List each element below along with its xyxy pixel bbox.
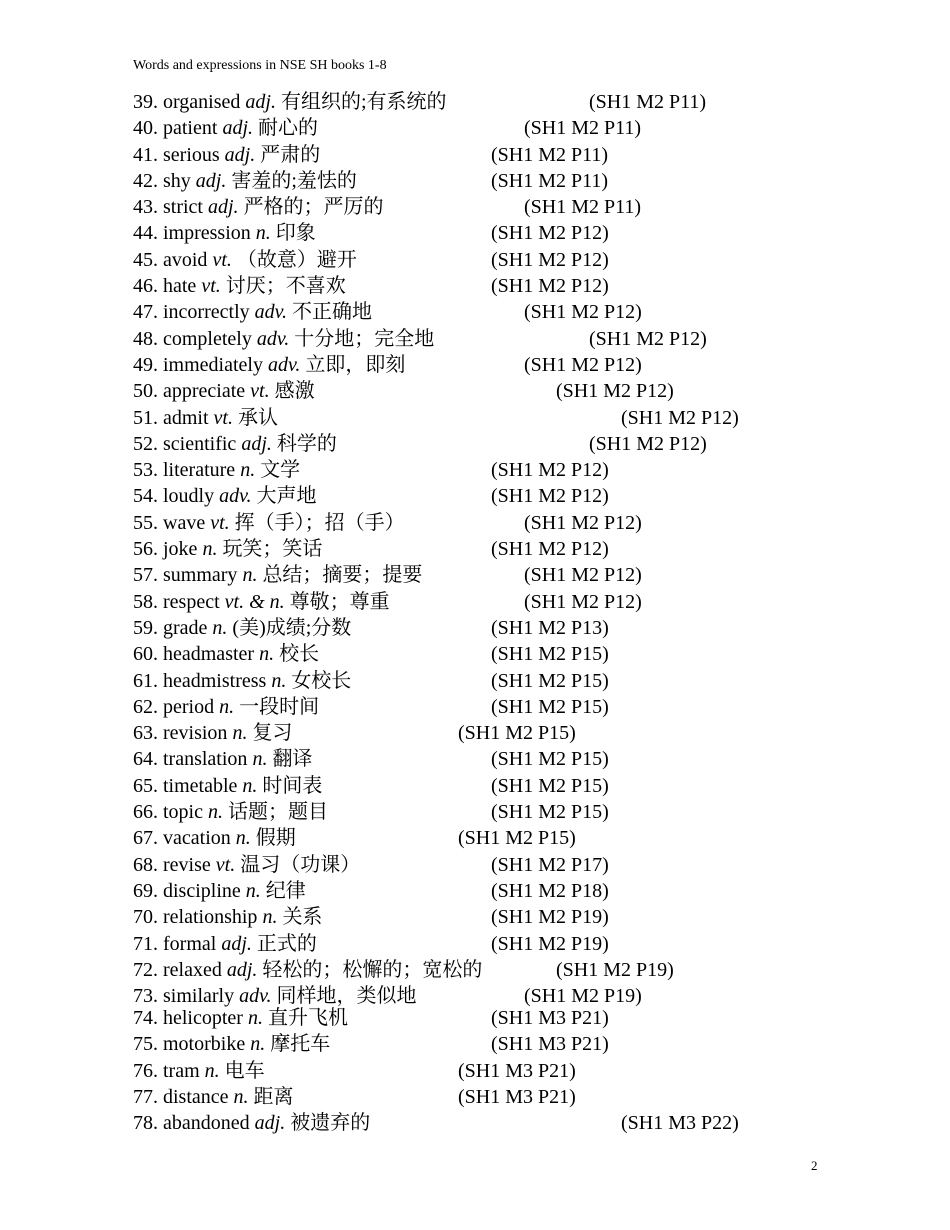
entry-meaning: 温习（功课） xyxy=(240,853,361,876)
vocab-entry xyxy=(133,273,813,299)
vocab-entry xyxy=(133,1058,813,1084)
entry-part-of-speech: adj. xyxy=(222,117,253,140)
entry-number: 48. xyxy=(133,327,158,350)
entry-number: 56. xyxy=(133,538,158,561)
entry-text xyxy=(133,89,447,115)
entry-reference: (SH1 M2 P11) xyxy=(589,91,707,113)
entry-part-of-speech: n. xyxy=(271,669,287,692)
entry-word: joke xyxy=(163,538,198,561)
vocab-entry xyxy=(133,457,813,483)
entry-number: 45. xyxy=(133,248,158,271)
page-number: 2 xyxy=(811,1158,818,1173)
entry-meaning: 被遗弃的 xyxy=(290,1112,371,1135)
entry-number: 63. xyxy=(133,722,158,745)
entry-part-of-speech: vt. & n. xyxy=(224,590,285,613)
vocab-entry xyxy=(133,89,813,115)
entry-word: summary xyxy=(163,564,238,587)
entry-word: timetable xyxy=(163,774,238,797)
vocab-entry xyxy=(133,536,813,562)
entry-meaning: 严格的；严厉的 xyxy=(243,196,384,219)
entry-part-of-speech: n. xyxy=(250,1033,266,1056)
entry-meaning: 同样地，类似地 xyxy=(276,985,417,1008)
entry-word: helicopter xyxy=(163,1007,243,1030)
vocab-entry xyxy=(133,299,813,325)
entry-meaning: 承认 xyxy=(237,406,278,429)
entry-part-of-speech: n. xyxy=(262,906,278,929)
entry-meaning: 女校长 xyxy=(291,669,352,692)
entry-meaning: 纪律 xyxy=(265,879,306,902)
entry-number: 67. xyxy=(133,827,158,850)
entry-number: 58. xyxy=(133,590,158,613)
entry-number: 76. xyxy=(133,1059,158,1082)
entry-word: completely xyxy=(163,327,252,350)
entry-part-of-speech: vt. xyxy=(201,275,221,298)
entry-number: 78. xyxy=(133,1112,158,1135)
entry-meaning: 轻松的；松懈的；宽松的 xyxy=(262,958,483,981)
entry-reference: (SH1 M2 P12) xyxy=(491,538,609,561)
entry-text xyxy=(133,247,357,273)
entry-part-of-speech: adj. xyxy=(245,91,276,113)
entry-meaning: 大声地 xyxy=(256,485,317,508)
entry-meaning: 直升飞机 xyxy=(267,1007,348,1030)
vocab-entry xyxy=(133,220,813,246)
entry-text xyxy=(133,589,390,615)
entry-reference: (SH1 M2 P12) xyxy=(524,353,642,376)
entry-word: literature xyxy=(163,459,236,482)
entry-meaning: 总结；摘要；提要 xyxy=(262,564,423,587)
entry-word: relationship xyxy=(163,906,258,929)
entry-reference: (SH1 M2 P11) xyxy=(491,143,609,166)
entry-reference: (SH1 M2 P11) xyxy=(524,196,642,219)
entry-meaning: 正式的 xyxy=(256,932,317,955)
entry-meaning: 翻译 xyxy=(272,748,313,771)
entry-number: 74. xyxy=(133,1007,158,1030)
entry-part-of-speech: adj. xyxy=(208,196,239,219)
entry-reference: (SH1 M2 P12) xyxy=(621,406,739,429)
entry-reference: (SH1 M2 P15) xyxy=(491,695,609,718)
entry-reference: (SH1 M2 P12) xyxy=(524,590,642,613)
entry-text xyxy=(133,615,351,641)
entry-number: 72. xyxy=(133,958,158,981)
entry-part-of-speech: n. xyxy=(202,538,218,561)
entry-meaning: 挥（手）；招（手） xyxy=(234,511,405,534)
entry-number: 55. xyxy=(133,511,158,534)
vocab-entry xyxy=(133,352,813,378)
entry-meaning: 一段时间 xyxy=(239,695,320,718)
entry-word: motorbike xyxy=(163,1033,246,1056)
vocab-entry xyxy=(133,142,813,168)
entry-text xyxy=(133,142,320,168)
entry-number: 70. xyxy=(133,906,158,929)
entry-reference: (SH1 M2 P12) xyxy=(589,432,707,455)
vocab-entry xyxy=(133,510,813,536)
vocab-entry xyxy=(133,1031,813,1057)
entry-meaning: 尊敬；尊重 xyxy=(289,590,390,613)
entry-number: 75. xyxy=(133,1033,158,1056)
entry-part-of-speech: n. xyxy=(245,879,261,902)
entry-text xyxy=(133,299,372,325)
entry-text xyxy=(133,457,300,483)
entry-text xyxy=(133,405,278,431)
entry-word: respect xyxy=(163,590,220,613)
entry-word: incorrectly xyxy=(163,301,250,324)
vocab-entry xyxy=(133,773,813,799)
entry-text xyxy=(133,904,322,930)
entry-text xyxy=(133,931,317,957)
entry-word: period xyxy=(163,695,215,718)
entry-reference: (SH1 M3 P21) xyxy=(491,1007,609,1030)
entry-number: 57. xyxy=(133,564,158,587)
entry-text xyxy=(133,326,434,352)
entry-part-of-speech: n. xyxy=(212,616,228,639)
entry-part-of-speech: n. xyxy=(204,1059,220,1082)
vocab-entry xyxy=(133,194,813,220)
entry-meaning: 立即，即刻 xyxy=(305,353,406,376)
entry-word: immediately xyxy=(163,353,263,376)
entry-word: headmaster xyxy=(163,643,255,666)
entry-meaning: 时间表 xyxy=(262,774,323,797)
entry-part-of-speech: adj. xyxy=(226,958,258,981)
entry-number: 50. xyxy=(133,380,158,403)
entry-word: shy xyxy=(163,169,191,192)
entry-text xyxy=(133,957,482,983)
entry-text xyxy=(133,694,319,720)
entry-text xyxy=(133,720,292,746)
entry-text xyxy=(133,510,405,536)
entry-part-of-speech: vt. xyxy=(215,853,236,876)
entry-reference: (SH1 M2 P12) xyxy=(491,222,609,245)
vocabulary-list xyxy=(133,89,813,1137)
entry-meaning: (美)成绩;分数 xyxy=(232,616,352,639)
entry-text xyxy=(133,194,384,220)
entry-word: topic xyxy=(163,801,203,824)
entry-word: revision xyxy=(163,722,228,745)
entry-text xyxy=(133,773,322,799)
entry-part-of-speech: adj. xyxy=(195,169,227,192)
vocab-entry xyxy=(133,326,813,352)
entry-part-of-speech: vt. xyxy=(212,248,232,271)
vocab-entry xyxy=(133,720,813,746)
entry-reference: (SH1 M2 P15) xyxy=(491,669,609,692)
entry-reference: (SH1 M2 P12) xyxy=(491,459,609,482)
entry-part-of-speech: n. xyxy=(208,801,223,824)
vocab-entry xyxy=(133,799,813,825)
entry-meaning: 印象 xyxy=(275,222,316,245)
entry-text xyxy=(133,1058,265,1084)
entry-meaning: 文学 xyxy=(260,459,301,482)
entry-number: 49. xyxy=(133,353,158,376)
entry-word: scientific xyxy=(163,432,237,455)
vocab-entry xyxy=(133,983,813,1008)
entry-reference: (SH1 M2 P15) xyxy=(491,801,609,824)
entry-part-of-speech: adv. xyxy=(219,485,252,508)
entry-meaning: 话题；题目 xyxy=(228,801,328,824)
entry-meaning: 耐心的 xyxy=(258,117,318,140)
entry-part-of-speech: n. xyxy=(232,722,248,745)
entry-part-of-speech: n. xyxy=(242,774,258,797)
vocab-entry xyxy=(133,378,813,404)
entry-part-of-speech: n. xyxy=(255,222,271,245)
entry-text xyxy=(133,1005,348,1031)
entry-word: serious xyxy=(163,143,220,166)
entry-word: wave xyxy=(163,511,206,534)
entry-meaning: （故意）避开 xyxy=(236,248,357,271)
entry-reference: (SH1 M2 P19) xyxy=(491,932,609,955)
entry-reference: (SH1 M2 P12) xyxy=(491,275,609,298)
entry-number: 77. xyxy=(133,1085,158,1108)
entry-text xyxy=(133,799,328,825)
entry-part-of-speech: adj. xyxy=(224,143,256,166)
entry-word: organised xyxy=(163,91,241,113)
entry-part-of-speech: adj. xyxy=(221,932,252,955)
entry-reference: (SH1 M2 P12) xyxy=(524,511,642,534)
entry-text xyxy=(133,1084,294,1110)
entry-number: 51. xyxy=(133,406,158,429)
vocab-entry xyxy=(133,589,813,615)
entry-meaning: 摩托车 xyxy=(270,1033,331,1056)
entry-reference: (SH1 M3 P22) xyxy=(621,1112,739,1135)
vocab-entry xyxy=(133,931,813,957)
entry-part-of-speech: adv. xyxy=(267,353,301,376)
entry-text xyxy=(133,483,317,509)
entry-reference: (SH1 M2 P19) xyxy=(491,906,609,929)
entry-text xyxy=(133,852,360,878)
entry-part-of-speech: vt. xyxy=(210,511,230,534)
vocab-entry xyxy=(133,1110,813,1136)
entry-meaning: 假期 xyxy=(255,827,296,850)
entry-reference: (SH1 M2 P18) xyxy=(491,879,609,902)
entry-text xyxy=(133,825,296,851)
entry-number: 60. xyxy=(133,643,158,666)
entry-text xyxy=(133,115,318,141)
vocab-entry xyxy=(133,641,813,667)
vocab-entry xyxy=(133,405,813,431)
entry-number: 40. xyxy=(133,117,158,140)
entry-number: 66. xyxy=(133,801,158,824)
entry-part-of-speech: n. xyxy=(240,459,256,482)
entry-reference: (SH1 M2 P11) xyxy=(524,117,642,140)
entry-reference: (SH1 M2 P17) xyxy=(491,853,609,876)
entry-part-of-speech: n. xyxy=(259,643,275,666)
vocab-entry xyxy=(133,431,813,457)
entry-word: impression xyxy=(163,222,251,245)
entry-text xyxy=(133,641,319,667)
entry-reference: (SH1 M2 P15) xyxy=(491,643,609,666)
entry-word: grade xyxy=(163,616,208,639)
entry-text xyxy=(133,536,322,562)
entry-reference: (SH1 M2 P15) xyxy=(491,774,609,797)
entry-part-of-speech: n. xyxy=(252,748,268,771)
entry-reference: (SH1 M2 P15) xyxy=(458,722,576,745)
entry-reference: (SH1 M2 P12) xyxy=(524,301,642,324)
entry-number: 42. xyxy=(133,169,158,192)
entry-word: formal xyxy=(163,932,217,955)
vocab-entry xyxy=(133,1084,813,1110)
entry-reference: (SH1 M2 P19) xyxy=(524,985,642,1008)
entry-reference: (SH1 M2 P12) xyxy=(491,485,609,508)
vocab-entry xyxy=(133,168,813,194)
entry-reference: (SH1 M3 P21) xyxy=(458,1085,576,1108)
entry-part-of-speech: adv. xyxy=(254,301,288,324)
entry-number: 39. xyxy=(133,91,158,113)
entry-number: 61. xyxy=(133,669,158,692)
vocab-entry xyxy=(133,852,813,878)
entry-reference: (SH1 M3 P21) xyxy=(458,1059,576,1082)
entry-meaning: 感激 xyxy=(274,380,315,403)
entry-text xyxy=(133,168,357,194)
entry-number: 43. xyxy=(133,196,158,219)
vocab-entry xyxy=(133,746,813,772)
entry-reference: (SH1 M2 P15) xyxy=(491,748,609,771)
entry-text xyxy=(133,562,422,588)
entry-meaning: 有组织的;有系统的 xyxy=(280,91,447,113)
entry-part-of-speech: adj. xyxy=(241,432,272,455)
vocab-entry xyxy=(133,1005,813,1031)
entry-word: strict xyxy=(163,196,203,219)
entry-meaning: 复习 xyxy=(252,722,293,745)
entry-number: 52. xyxy=(133,432,158,455)
entry-reference: (SH1 M2 P11) xyxy=(491,169,609,192)
entry-text xyxy=(133,220,316,246)
entry-number: 54. xyxy=(133,485,158,508)
entry-number: 46. xyxy=(133,275,158,298)
entry-word: relaxed xyxy=(163,958,222,981)
entry-number: 68. xyxy=(133,853,158,876)
entry-text xyxy=(133,1031,330,1057)
entry-meaning: 害羞的;羞怯的 xyxy=(231,169,357,192)
entry-meaning: 讨厌；不喜欢 xyxy=(225,275,346,298)
vocab-entry xyxy=(133,668,813,694)
entry-word: distance xyxy=(163,1085,229,1108)
entry-text xyxy=(133,378,315,404)
entry-reference: (SH1 M2 P19) xyxy=(556,958,674,981)
page-header: Words and expressions in NSE SH books 1-8 xyxy=(133,58,387,73)
entry-part-of-speech: n. xyxy=(247,1007,263,1030)
vocab-entry xyxy=(133,115,813,141)
entry-word: patient xyxy=(163,117,218,140)
entry-text xyxy=(133,1110,370,1136)
entry-number: 65. xyxy=(133,774,158,797)
entry-word: headmistress xyxy=(163,669,267,692)
entry-word: loudly xyxy=(163,485,215,508)
entry-number: 64. xyxy=(133,748,158,771)
entry-number: 73. xyxy=(133,985,158,1008)
entry-number: 71. xyxy=(133,932,158,955)
entry-word: hate xyxy=(163,275,197,298)
entry-reference: (SH1 M2 P12) xyxy=(524,564,642,587)
entry-meaning: 科学的 xyxy=(276,432,337,455)
entry-number: 44. xyxy=(133,222,158,245)
entry-word: similarly xyxy=(163,985,235,1008)
entry-part-of-speech: n. xyxy=(233,1085,249,1108)
entry-part-of-speech: adv. xyxy=(256,327,290,350)
entry-part-of-speech: n. xyxy=(235,827,251,850)
entry-meaning: 关系 xyxy=(282,906,323,929)
entry-meaning: 电车 xyxy=(224,1059,265,1082)
entry-reference: (SH1 M2 P12) xyxy=(589,327,707,350)
vocab-entry xyxy=(133,904,813,930)
entry-number: 59. xyxy=(133,616,158,639)
vocab-entry xyxy=(133,694,813,720)
entry-reference: (SH1 M3 P21) xyxy=(491,1033,609,1056)
entry-word: admit xyxy=(163,406,209,429)
entry-word: vacation xyxy=(163,827,231,850)
entry-reference: (SH1 M2 P12) xyxy=(556,380,674,403)
entry-word: revise xyxy=(163,853,211,876)
entry-meaning: 校长 xyxy=(279,643,320,666)
entry-part-of-speech: adj. xyxy=(254,1112,286,1135)
entry-number: 53. xyxy=(133,459,158,482)
entry-part-of-speech: adv. xyxy=(239,985,272,1008)
entry-text xyxy=(133,352,405,378)
entry-text xyxy=(133,273,346,299)
entry-number: 62. xyxy=(133,695,158,718)
entry-part-of-speech: n. xyxy=(219,695,235,718)
entry-reference: (SH1 M2 P15) xyxy=(458,827,576,850)
entry-meaning: 玩笑；笑话 xyxy=(222,538,323,561)
entry-word: avoid xyxy=(163,248,208,271)
entry-part-of-speech: vt. xyxy=(250,380,270,403)
vocab-entry xyxy=(133,247,813,273)
entry-meaning: 严肃的 xyxy=(260,143,321,166)
vocab-entry xyxy=(133,562,813,588)
entry-part-of-speech: vt. xyxy=(213,406,233,429)
entry-word: abandoned xyxy=(163,1112,250,1135)
entry-number: 69. xyxy=(133,879,158,902)
entry-number: 47. xyxy=(133,301,158,324)
vocab-entry xyxy=(133,825,813,851)
entry-meaning: 不正确地 xyxy=(292,301,373,324)
entry-word: tram xyxy=(163,1059,200,1082)
entry-meaning: 距离 xyxy=(253,1085,294,1108)
entry-reference: (SH1 M2 P13) xyxy=(491,616,609,639)
entry-word: discipline xyxy=(163,879,241,902)
entry-word: translation xyxy=(163,748,248,771)
entry-part-of-speech: n. xyxy=(242,564,258,587)
entry-text xyxy=(133,431,337,457)
entry-number: 41. xyxy=(133,143,158,166)
entry-meaning: 十分地；完全地 xyxy=(294,327,435,350)
entry-text xyxy=(133,668,351,694)
entry-reference: (SH1 M2 P12) xyxy=(491,248,609,271)
vocab-entry xyxy=(133,878,813,904)
entry-text xyxy=(133,878,306,904)
vocab-entry xyxy=(133,615,813,641)
vocab-entry xyxy=(133,483,813,509)
entry-text xyxy=(133,746,312,772)
vocab-entry xyxy=(133,957,813,983)
entry-word: appreciate xyxy=(163,380,246,403)
